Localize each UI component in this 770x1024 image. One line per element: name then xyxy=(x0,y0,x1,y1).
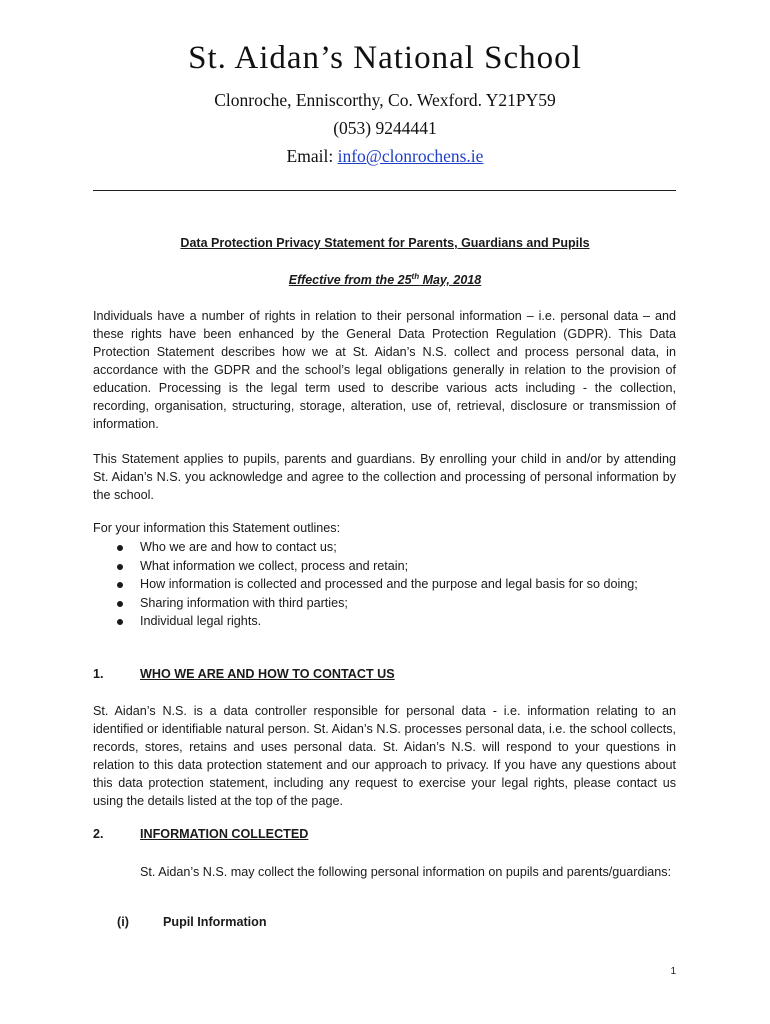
school-phone: (053) 9244441 xyxy=(333,118,437,138)
list-item-text: Individual legal rights. xyxy=(140,614,262,629)
effective-date-sup: th xyxy=(411,272,420,281)
subsection-number: (i) xyxy=(117,915,129,929)
section-2-body: St. Aidan’s N.S. may collect the following personal information on pupils and parents/guardians: xyxy=(140,865,672,879)
bullet-icon xyxy=(117,564,123,570)
school-email-line xyxy=(0,146,770,167)
list-item xyxy=(93,557,676,576)
list-item-text: Who we are and how to contact us; xyxy=(140,540,337,554)
intro-paragraph: Individuals have a number of rights in relation to their personal information – i.e. personal data – and these rights have been enhanced by the General Data Protection Regulation (GDPR). This Data Protection Statement describes how we at St. Aidan’s N.S. collect and process personal data, in accordance with the GDPR and the school’s legal obligations generally in relation to the provision of education. Processing is the legal term used to describe various acts including - the collection, recording, organisation, structuring, storage, alteration, use of, retrieval, disclosure or transmission of information. xyxy=(93,309,676,431)
section-1-number: 1. xyxy=(93,667,104,681)
email-label: Email: xyxy=(286,146,338,166)
school-address: Clonroche, Enniscorthy, Co. Wexford. Y21PY59 xyxy=(214,90,556,110)
section-2-number: 2. xyxy=(93,827,104,841)
list-item xyxy=(93,538,676,557)
section-2-title: INFORMATION COLLECTED xyxy=(140,827,309,841)
section-1-body: St. Aidan’s N.S. is a data controller responsible for personal data - i.e. information relating to an identified or identifiable natural person. St. Aidan’s N.S. processes personal data, i.e. the school collects, records, stores, retains and uses personal data. St. Aidan’s N.S. will respond to your questions in relation to this data protection statement and our approach to privacy. If you have any questions about this data protection statement, including any request to exercise your legal rights, please contact us using the details listed at the top of the page. xyxy=(93,704,676,808)
bullet-icon xyxy=(117,601,123,607)
list-item-text: Sharing information with third parties; xyxy=(140,595,348,610)
header-divider xyxy=(93,190,676,191)
list-item-text: How information is collected and processed and the purpose and legal basis for so doing; xyxy=(140,577,638,592)
list-item xyxy=(93,612,676,631)
bullet-icon xyxy=(117,619,123,625)
document-title: Data Protection Privacy Statement for Parents, Guardians and Pupils xyxy=(180,236,590,250)
list-item xyxy=(93,594,676,613)
section-1-title: WHO WE ARE AND HOW TO CONTACT US xyxy=(140,667,395,681)
effective-date-prefix: Effective from the 25 xyxy=(288,273,412,288)
subsection-title: Pupil Information xyxy=(163,915,267,929)
outline-list xyxy=(93,538,676,631)
effective-date-suffix: May, 2018 xyxy=(419,273,482,288)
list-item-text: What information we collect, process and retain; xyxy=(140,558,409,573)
page-number: 1 xyxy=(670,966,676,977)
bullet-icon xyxy=(117,545,123,551)
effective-date xyxy=(0,272,770,287)
outline-intro: For your information this Statement outlines: xyxy=(93,521,341,535)
applies-paragraph: This Statement applies to pupils, parents and guardians. By enrolling your child in and/or by attending St. Aidan’s N.S. you acknowledge and agree to the collection and processing of personal information by the school. xyxy=(93,452,676,502)
email-link[interactable]: info@clonrochens.ie xyxy=(337,146,484,166)
school-name: St. Aidan’s National School xyxy=(188,40,582,76)
list-item xyxy=(93,575,676,594)
bullet-icon xyxy=(117,582,123,588)
